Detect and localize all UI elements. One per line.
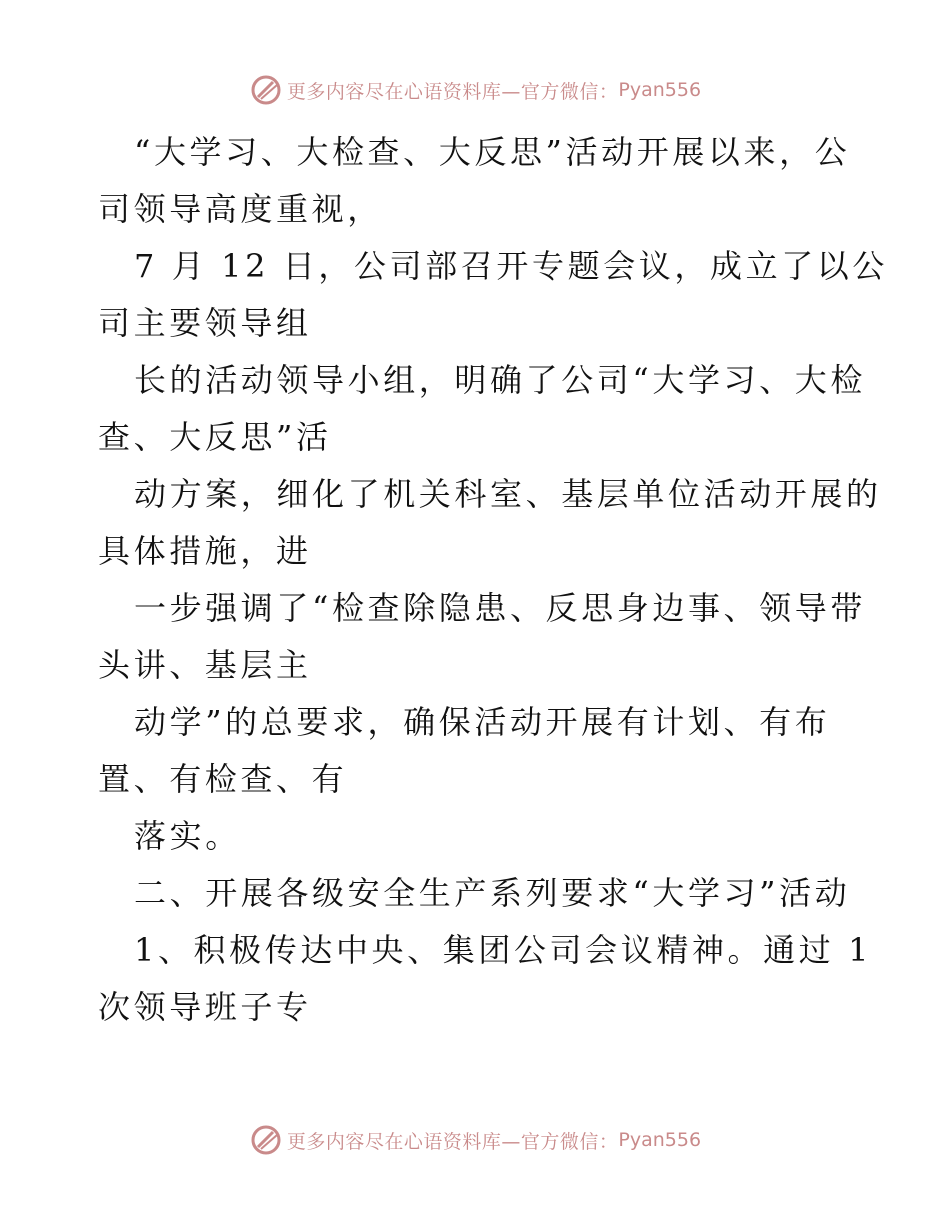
footer-watermark — [0, 1120, 950, 1160]
text-line: 1、积极传达中央、集团公司会议精神。通过 1 — [134, 931, 873, 969]
text-line: “大学习、大检查、大反思”活动开展以来，公 — [134, 133, 851, 171]
watermark-text: 更多内容尽在心语资料库—官方微信： — [286, 1130, 619, 1153]
header-watermark — [0, 70, 950, 110]
text-line: 司领导高度重视， — [98, 190, 383, 228]
text-line: 次领导班子专 — [98, 988, 312, 1026]
text-line: 具体措施，进 — [98, 532, 312, 570]
quill-logo-icon — [249, 1123, 283, 1157]
text-line: 置、有检查、有 — [98, 760, 348, 798]
watermark-id: Pyan556 — [618, 79, 702, 101]
text-line: 动学”的总要求，确保活动开展有计划、有布 — [134, 703, 831, 741]
text-line: 查、大反思”活 — [98, 418, 332, 456]
text-line: 落实。 — [134, 817, 241, 855]
text-line: 头讲、基层主 — [98, 646, 312, 684]
document-body — [98, 124, 888, 1036]
section-heading: 二、开展各级安全生产系列要求“大学习”活动 — [134, 874, 851, 912]
text-line: 一步强调了“检查除隐患、反思身边事、领导带 — [134, 589, 866, 627]
watermark-id: Pyan556 — [618, 1129, 702, 1151]
text-line: 司主要领导组 — [98, 304, 312, 342]
watermark-text: 更多内容尽在心语资料库—官方微信： — [286, 80, 619, 103]
text-line: 长的活动领导小组，明确了公司“大学习、大检 — [134, 361, 866, 399]
text-line: 7 月 12 日，公司部召开专题会议，成立了以公 — [134, 247, 888, 285]
text-line: 动方案，细化了机关科室、基层单位活动开展的 — [134, 475, 882, 513]
quill-logo-icon — [249, 73, 283, 107]
